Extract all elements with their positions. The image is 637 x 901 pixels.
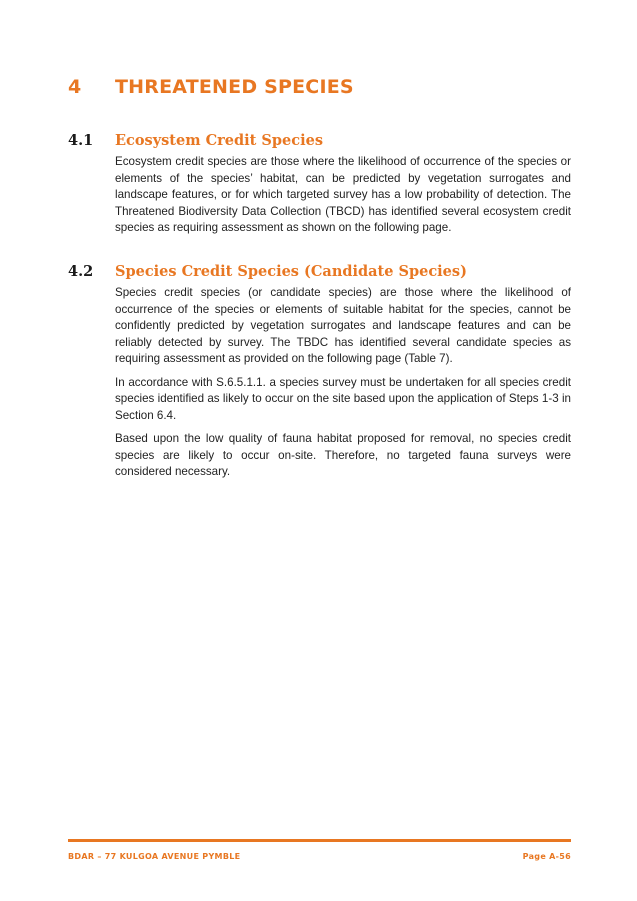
footer-rule — [68, 839, 571, 842]
section-heading — [68, 263, 571, 280]
chapter-number: 4 — [68, 76, 82, 98]
section-title: Species Credit Species (Candidate Species) — [115, 263, 467, 280]
paragraph: In accordance with S.6.5.1.1. a species survey must be undertaken for all species credit species identified as likely to occur on the site based upon the application of Steps 1-3 in Section 6.4. — [115, 375, 571, 422]
chapter-title: THREATENED SPECIES — [115, 76, 354, 98]
section-number: 4.1 — [68, 132, 94, 149]
footer-document-title: BDAR – 77 KULGOA AVENUE PYMBLE — [68, 852, 241, 861]
paragraph: Ecosystem credit species are those where the likelihood of occurrence of the species or elements of the species’ habitat, can be predicted by vegetation surrogates and landscape features, or for which targeted survey has a low probability of detection. The Threatened Biodiversity Data Collection (TBCD) has identified several ecosystem credit species as requiring assessment as shown on the following page. — [115, 155, 571, 234]
section-title: Ecosystem Credit Species — [115, 132, 323, 149]
paragraph: Species credit species (or candidate species) are those where the likelihood of occurrence of the species or elements of suitable habitat for the species, cannot be confidently predicted by vegetation surrogates and landscape features and can be reliably detected by survey. The TBDC has identified several candidate species as requiring assessment as provided on the following page (Table 7). — [115, 286, 571, 365]
section-heading — [68, 132, 571, 149]
chapter-heading — [68, 76, 354, 98]
section-4-1 — [68, 132, 571, 244]
footer-page-number: Page A-56 — [522, 852, 571, 861]
paragraph: Based upon the low quality of fauna habitat proposed for removal, no species credit species are likely to occur on-site. Therefore, no targeted fauna surveys were considered necessary. — [115, 432, 571, 478]
section-4-2 — [68, 263, 571, 488]
section-number: 4.2 — [68, 263, 94, 280]
